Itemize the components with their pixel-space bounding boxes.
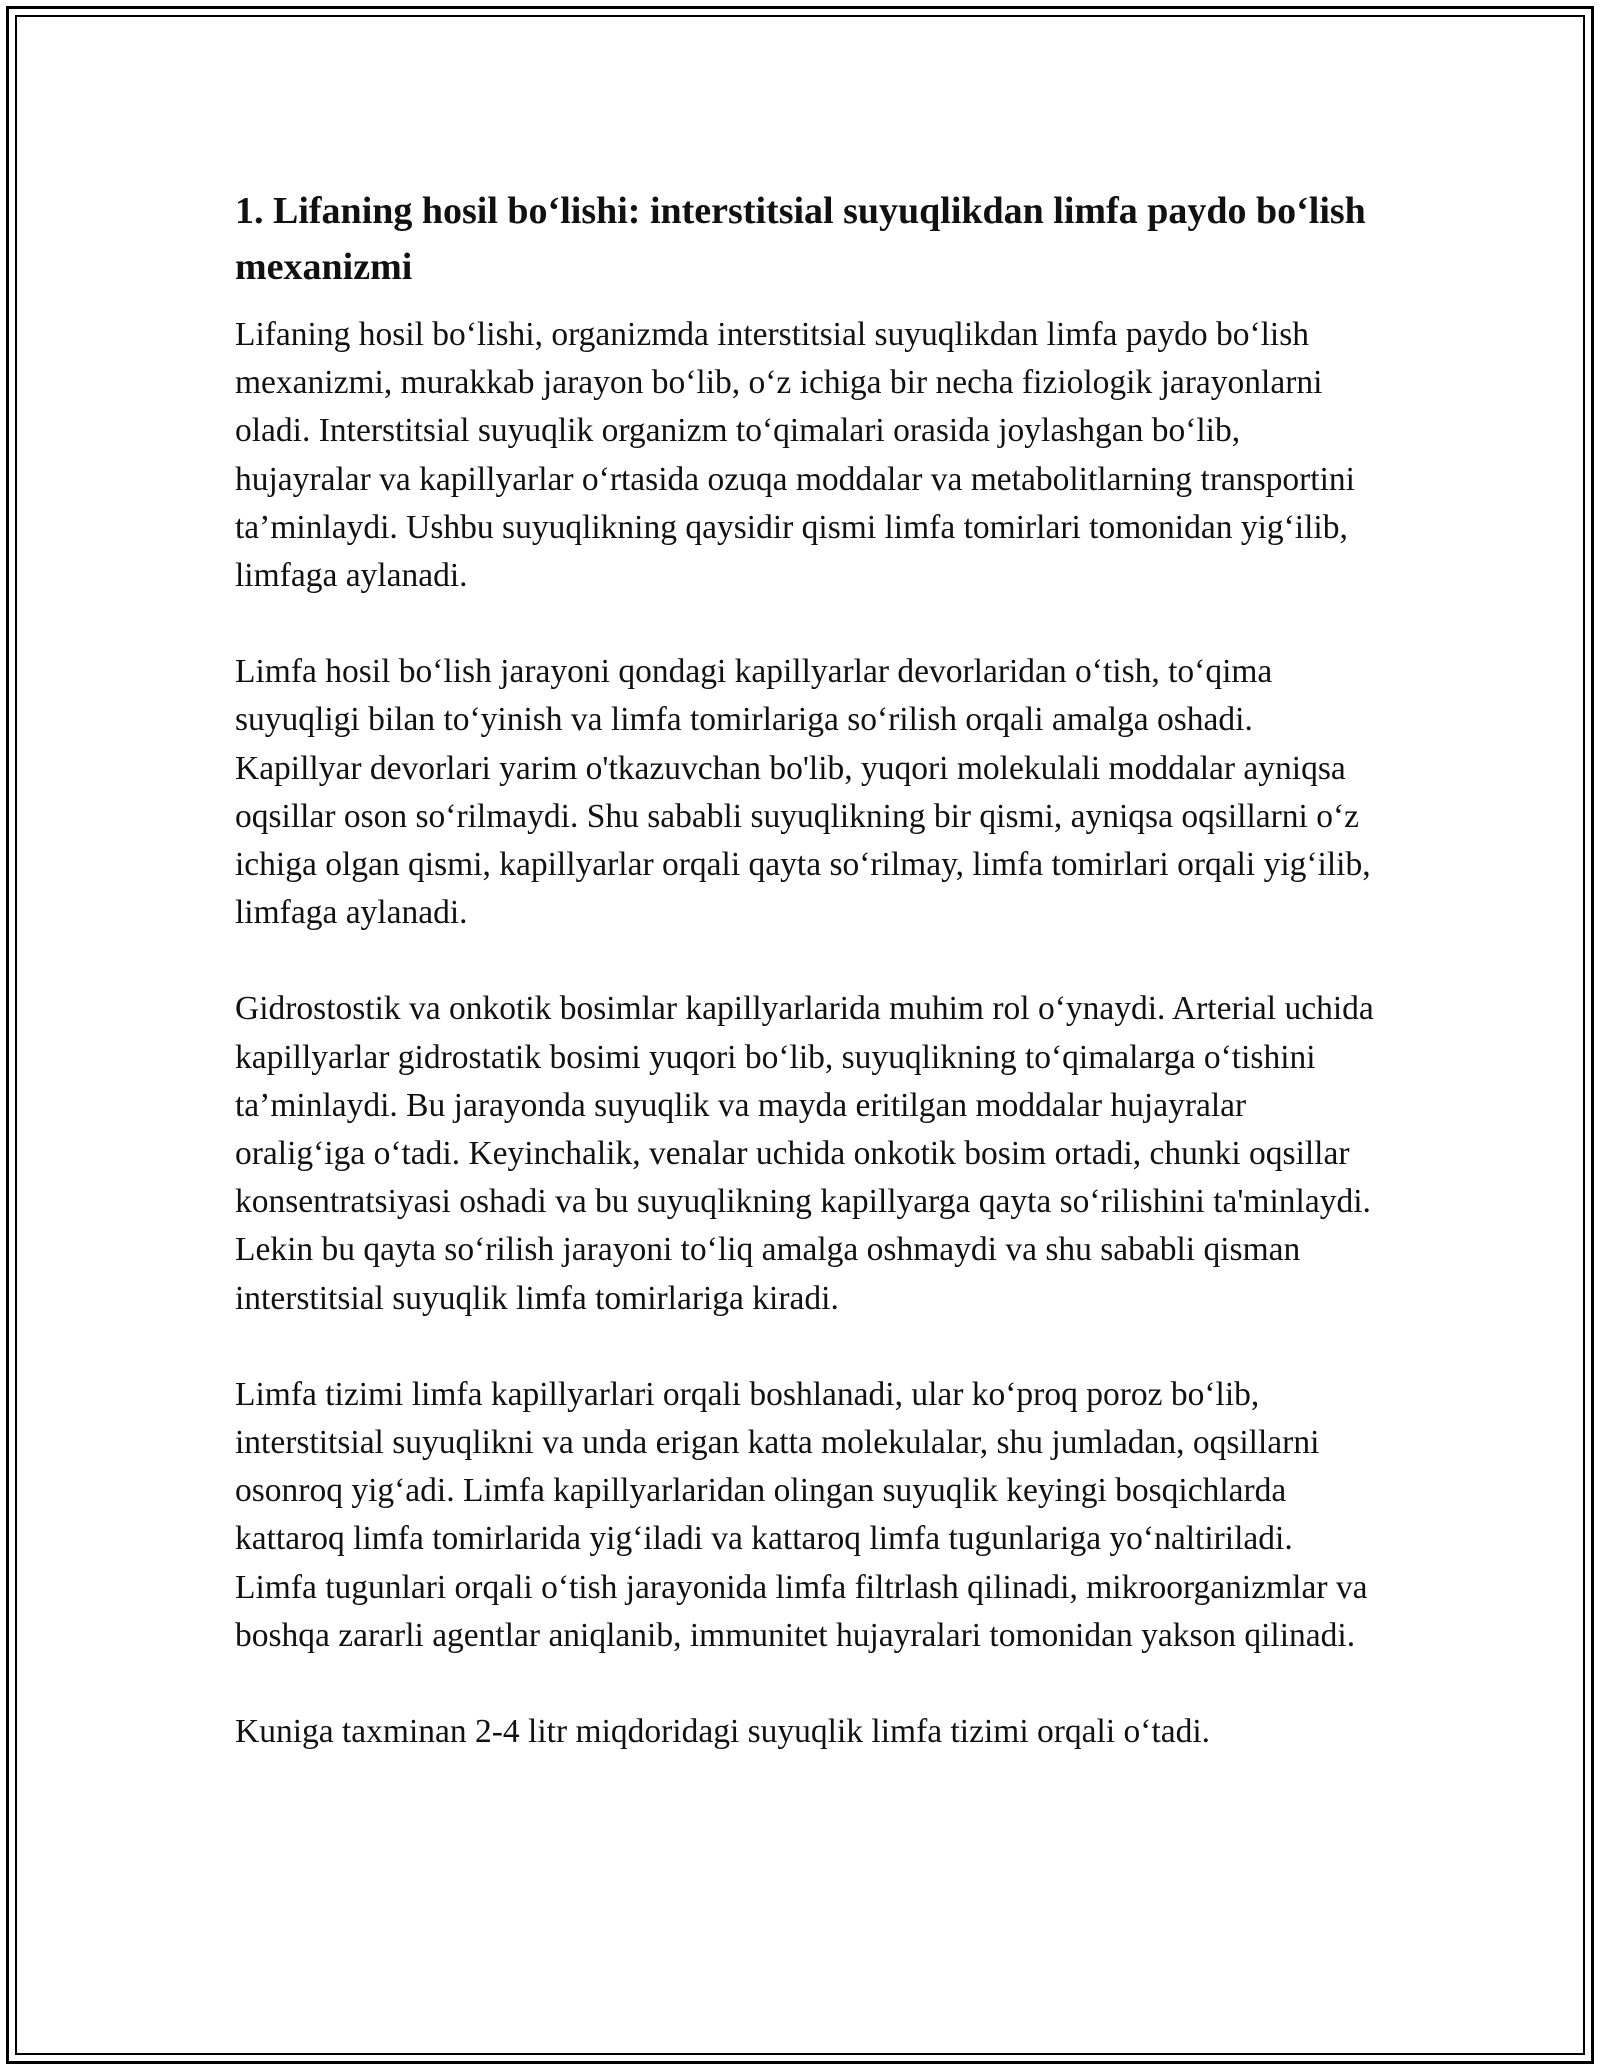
paragraph-1: Lifaning hosil bo‘lishi, organizmda interstitsial suyuqlikdan limfa paydo bo‘lish mexanizmi, murakkab jarayon bo‘lib, o‘z ichiga bir necha fiziologik jarayonlarni oladi. Interstitsial suyuqlik organizm to‘qimalari orasida joylashgan bo‘lib, hujayralar va kapillyarlar o‘rtasida ozuqa moddalar va metabolitlarning transportini ta’minlaydi. Ushbu suyuqlikning qaysidir qismi limfa tomirlari tomonidan yig‘ilib, limfaga aylanadi. — [235, 316, 1355, 595]
paragraph-3: Gidrostostik va onkotik bosimlar kapillyarlarida muhim rol o‘ynaydi. Arterial uchida kapillyarlar gidrostatik bosimi yuqori bo‘lib, suyuqlikning to‘qimalarga o‘tishini ta’minlaydi. Bu jarayonda suyuqlik va mayda eritilgan moddalar hujayralar oralig‘iga o‘tadi. Keyinchalik, venalar uchida onkotik bosim ortadi, chunki oqsillar konsentratsiyasi oshadi va bu suyuqlikning kapillyarga qayta so‘rilishini ta'minlaydi. Lekin bu qayta so‘rilish jarayoni to‘liq amalga oshmaydi va shu sababli qisman interstitsial suyuqlik limfa tomirlariga kiradi. — [235, 990, 1374, 1317]
section-heading: 1. Lifaning hosil bo‘lishi: interstitsial suyuqlikdan limfa paydo bo‘lish mexanizmi — [235, 190, 1366, 288]
paragraph-4: Limfa tizimi limfa kapillyarlari orqali boshlanadi, ular ko‘proq poroz bo‘lib, interstitsial suyuqlikni va unda erigan katta molekulalar, shu jumladan, oqsillarni osonroq yig‘adi. Limfa kapillyarlaridan olingan suyuqlik keyingi bosqichlarda kattaroq limfa tomirlarida yig‘iladi va kattaroq limfa tugunlariga yo‘naltiriladi. Limfa tugunlari orqali o‘tish jarayonida limfa filtrlash qilinadi, mikroorganizmlar va boshqa zararli agentlar aniqlanib, immunitet hujayralari tomonidan yakson qilinadi. — [235, 1375, 1368, 1654]
paragraph-2: Limfa hosil bo‘lish jarayoni qondagi kapillyarlar devorlaridan o‘tish, to‘qima suyuqligi bilan to‘yinish va limfa tomirlariga so‘rilish orqali amalga oshadi. Kapillyar devorlari yarim o'tkazuvchan bo'lib, yuqori molekulali moddalar ayniqsa oqsillar oson so‘rilmaydi. Shu sababli suyuqlikning bir qismi, ayniqsa oqsillarni o‘z ichiga olgan qismi, kapillyarlar orqali qayta so‘rilmay, limfa tomirlari orqali yig‘ilib, limfaga aylanadi. — [235, 653, 1371, 932]
paragraph-5: Kuniga taxminan 2-4 litr miqdoridagi suyuqlik limfa tizimi orqali o‘tadi. — [235, 1713, 1211, 1751]
document-body — [235, 183, 1375, 1804]
